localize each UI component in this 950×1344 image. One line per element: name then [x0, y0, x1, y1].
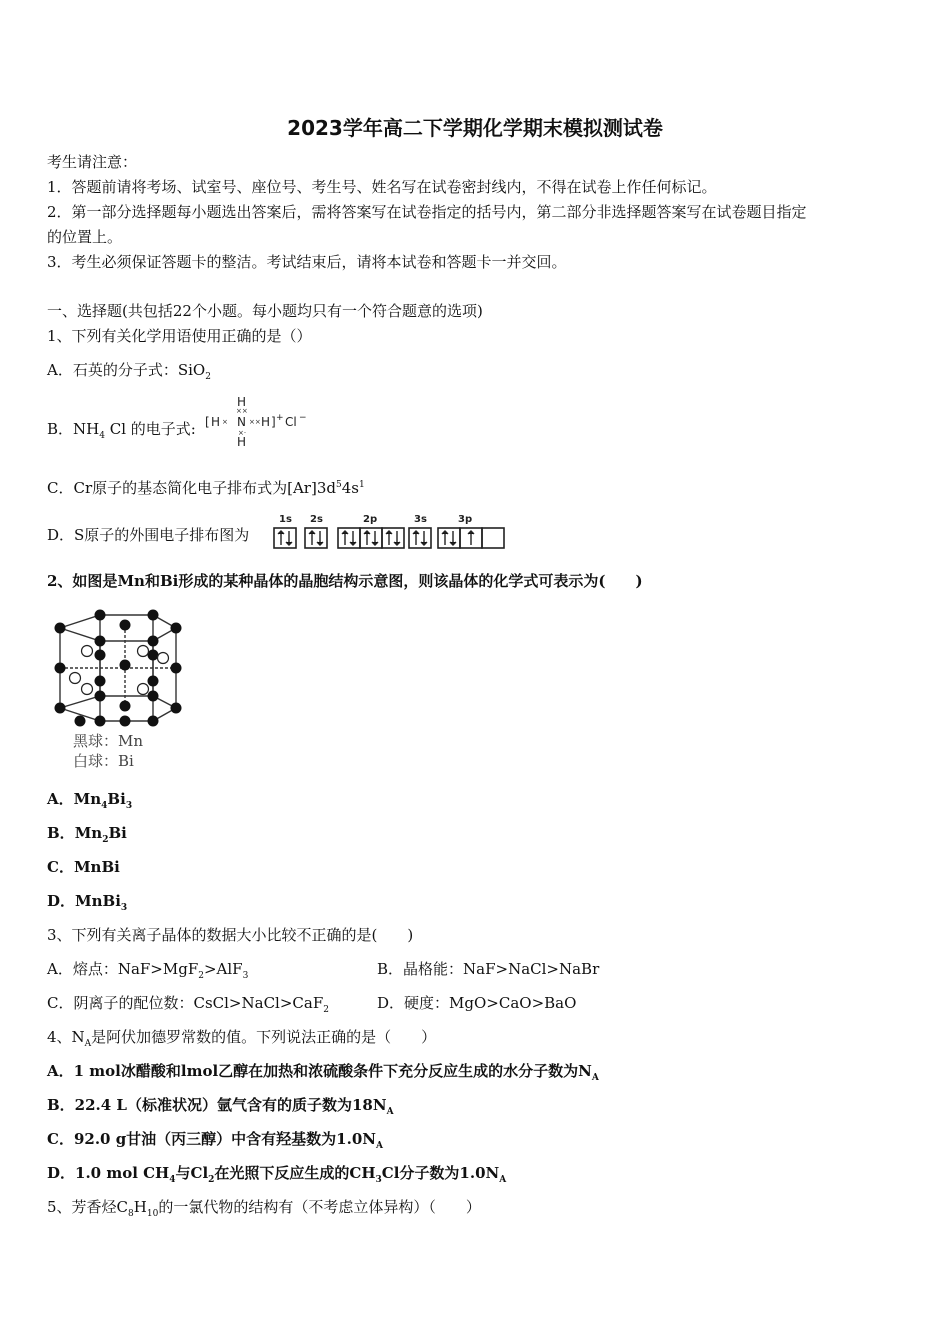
q3-option-c: [47, 993, 329, 1013]
q3-option-b: B．晶格能：NaF>NaCl>NaBr: [377, 960, 600, 978]
minus-charge: −: [299, 413, 307, 423]
q2-a-s2: 3: [125, 801, 133, 811]
h-top: H: [237, 395, 247, 409]
q4-c-pre: C．92.0 g甘油（丙三醇）中含有羟基数为1.0N: [47, 1130, 376, 1148]
q1-c-sup1: 5: [335, 480, 342, 490]
q2-mid: 和: [144, 572, 160, 590]
q2-option-c: [47, 857, 120, 877]
legend-white: 白球：Bi: [73, 752, 134, 770]
q1-a-sub: 2: [205, 372, 211, 382]
section-heading: 一、选择题(共包括22个小题。每小题均只有一个符合题意的选项): [47, 302, 483, 320]
q1-b-post: Cl 的电子式:: [109, 420, 196, 438]
notice-item-3: 3．考生必须保证答题卡的整洁。考试结束后，请将本试卷和答题卡一并交回。: [47, 253, 567, 271]
q4-stem: [47, 1027, 436, 1047]
cl: Cl: [285, 415, 297, 429]
electron-pair-top: ××: [236, 407, 248, 415]
q3-a-pre: A．熔点：NaF>MgF: [47, 960, 199, 978]
q2-a-s1: 4: [101, 801, 108, 811]
orbital-box-1s: [274, 528, 296, 548]
q1-option-c: [47, 478, 365, 498]
n-center: N: [237, 415, 246, 429]
q5-s1: 8: [128, 1209, 134, 1219]
orbital-box-3s: [409, 528, 431, 548]
q1-option-d: D．S原子的外围电子排布图为: [47, 526, 250, 544]
q4-d-p4: Cl分子数为1.0N: [381, 1164, 500, 1182]
q2-d-s1: 3: [120, 903, 128, 913]
q4-b-sub: A: [386, 1107, 394, 1117]
q4-b-pre: B．22.4 L（标准状况）氩气含有的质子数为18N: [47, 1096, 387, 1114]
h-right: H: [261, 415, 271, 429]
q2-a-t1: Mn: [73, 790, 102, 808]
q2-b-t1: Mn: [74, 824, 103, 842]
q1-c-pre: C．Cr原子的基态简化电子排布式为[Ar]3d: [47, 479, 336, 497]
q3-c-pre: C．阴离子的配位数：CsCl>NaCl>CaF: [47, 994, 324, 1012]
orbital-box-3p-3: [482, 528, 504, 548]
cell-edges: [60, 615, 176, 721]
q4-d-sub: A: [499, 1175, 507, 1185]
q2-b-t2: Bi: [108, 824, 127, 842]
orbital-box-2p-1: [338, 528, 360, 548]
q2-d-t1: MnBi: [75, 892, 121, 910]
electron-pair-left: ×: [222, 418, 228, 426]
orbital-diagram: [272, 510, 507, 552]
q5-stem-post: 的一氯代物的结构有（不考虑立体异构）（ ）: [158, 1198, 481, 1216]
q3-a-s2: 3: [242, 971, 249, 981]
orbital-box-3p-1: [438, 528, 460, 548]
q4-a-pre: A．1 mol冰醋酸和lmol乙醇在加热和浓硫酸条件下充分反应生成的水分子数为N: [47, 1062, 592, 1080]
q2-stem: [47, 571, 643, 591]
electron-arrows: [278, 531, 474, 545]
q4-d-s2: 2: [208, 1175, 215, 1185]
q2-paren-close: ): [635, 572, 643, 590]
q3-a-mid: >AlF: [203, 960, 243, 978]
q2-option-b: [47, 823, 127, 843]
q4-c-sub: A: [376, 1141, 383, 1151]
q2-d-label: D．: [47, 892, 76, 910]
q2-option-a: [47, 789, 132, 809]
q3-stem: 3、下列有关离子晶体的数据大小比较不正确的是( ): [47, 926, 414, 944]
q4-option-b: [47, 1095, 394, 1115]
q1-option-b: [47, 419, 196, 439]
q2-bi: Bi: [159, 572, 179, 590]
q1-c-mid: 4s: [341, 479, 359, 497]
bracket-right: ]: [271, 415, 276, 429]
q4-d-p1: D．1.0 mol CH: [47, 1164, 170, 1182]
q5-s2: 10: [146, 1209, 159, 1219]
q4-option-a: [47, 1061, 599, 1081]
orbital-label-3s: 3s: [414, 514, 427, 525]
page-title: 2023学年高二下学期化学期末模拟测试卷: [287, 116, 663, 140]
notice-item-1: 1．答题前请将考场、试室号、座位号、考生号、姓名写在试卷密封线内，不得在试卷上作任何标记。: [47, 178, 717, 196]
q1-b-sub: 4: [99, 431, 105, 441]
q2-stem-pre: 2、如图是: [47, 572, 118, 590]
q4-a-sub: A: [591, 1073, 599, 1083]
q4-stem-sub: A: [84, 1039, 92, 1049]
orbital-label-2p: 2p: [363, 514, 378, 525]
q4-option-d: [47, 1163, 506, 1183]
q2-mn: Mn: [117, 572, 145, 590]
q1-stem: 1、下列有关化学用语使用正确的是（）: [47, 327, 312, 345]
q1-option-a: [47, 360, 211, 380]
q3-a-s1: 2: [198, 971, 204, 981]
q4-d-s1: 4: [169, 1175, 176, 1185]
q3-option-d: D．硬度：MgO>CaO>BaO: [377, 994, 577, 1012]
q4-d-p2: 与Cl: [175, 1164, 209, 1182]
crystal-cell-diagram: [45, 603, 190, 775]
q2-b-s1: 2: [102, 835, 109, 845]
q3-c-s: 2: [323, 1005, 329, 1015]
q2-c-label: C．: [47, 858, 74, 876]
q1-c-sup2: 1: [358, 480, 365, 490]
q5-mid: H: [133, 1198, 147, 1216]
notice-item-2: 2．第一部分选择题每小题选出答案后，需将答案写在试卷指定的括号内，第二部分非选择题答案写在试卷题目指定: [47, 203, 807, 221]
q2-b-label: B．: [47, 824, 75, 842]
electron-pair-bottom: ×·: [238, 429, 247, 437]
electron-pair-right: ××: [249, 418, 261, 426]
notice-item-2-cont: 的位置上。: [47, 228, 123, 246]
h-left: H: [211, 415, 221, 429]
q4-option-c: [47, 1129, 383, 1149]
q5-stem: [47, 1197, 481, 1217]
h-bottom: H: [237, 435, 247, 449]
orbital-box-2s: [305, 528, 327, 548]
q1-b-pre: B．NH: [47, 420, 100, 438]
q2-c-t1: MnBi: [73, 858, 120, 876]
q4-d-p3: 在光照下反应生成的CH: [214, 1164, 376, 1182]
notice-header: 考生请注意：: [47, 153, 138, 171]
bracket-left: [: [205, 415, 210, 429]
orbital-box-2p-2: [360, 528, 382, 548]
q4-stem-post: 是阿伏加德罗常数的值。下列说法正确的是（ ）: [91, 1028, 437, 1046]
orbital-box-2p-3: [382, 528, 404, 548]
orbital-label-2s: 2s: [310, 514, 323, 525]
orbital-label-3p: 3p: [458, 514, 473, 525]
legend-black: 黑球：Mn: [73, 732, 144, 750]
plus-charge: +: [276, 413, 284, 423]
q2-option-d: [47, 891, 127, 911]
q2-a-label: A．: [47, 790, 74, 808]
q3-option-a: [47, 959, 248, 979]
q4-stem-pre: 4、N: [47, 1028, 85, 1046]
q5-stem-pre: 5、芳香烃C: [47, 1198, 129, 1216]
q1-a-text: A．石英的分子式：SiO: [47, 361, 206, 379]
orbital-label-1s: 1s: [279, 514, 292, 525]
q2-stem-post: 形成的某种晶体的晶胞结构示意图，则该晶体的化学式可表示为(: [178, 572, 606, 590]
nh4cl-electron-formula: [205, 395, 315, 450]
q2-a-t2: Bi: [107, 790, 126, 808]
q4-d-s3: 3: [375, 1175, 382, 1185]
